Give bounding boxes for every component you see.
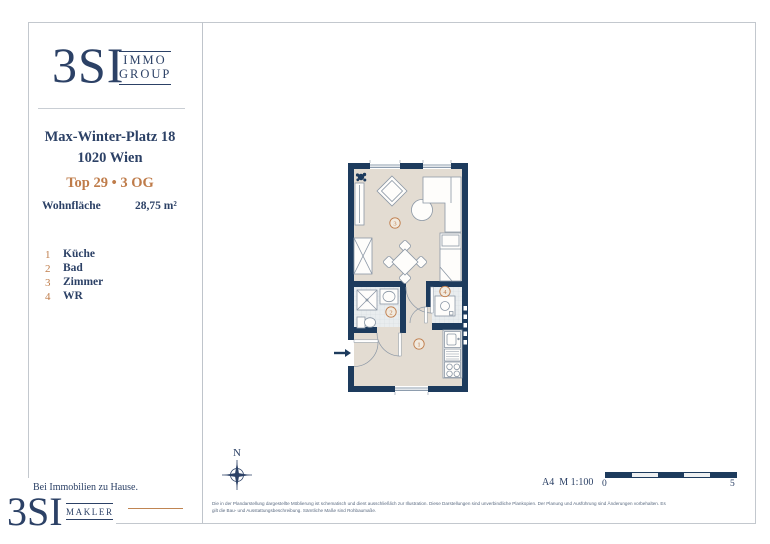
brand-word-immo: IMMO <box>123 53 167 67</box>
scale-segment <box>632 473 658 477</box>
shelf-icon <box>355 183 364 225</box>
brand-logo-wordmark <box>119 51 171 85</box>
footer-accent-line <box>128 508 183 509</box>
room-label-kueche: 1 <box>417 341 421 349</box>
shower-icon <box>357 290 377 310</box>
address-line-1: Max-Winter-Platz 18 <box>44 129 176 145</box>
wardrobe-icon <box>354 238 372 274</box>
sidebar-divider <box>202 22 203 523</box>
scale-segment <box>684 473 710 477</box>
kitchen-counter-icon <box>443 330 462 378</box>
logo-divider <box>38 108 185 109</box>
scale-segment <box>606 473 632 477</box>
compass-container <box>215 444 259 496</box>
footer-brand-logo-text: 3SI <box>7 489 63 534</box>
area-label: Wohnfläche <box>42 200 101 212</box>
disclaimer-line-2: gilt die Bau- und Ausstattungsbeschreibung. Sämtliche Maße sind Rohbaumaße. <box>212 508 377 513</box>
scale-bar <box>605 472 737 478</box>
room-label-wr: 4 <box>443 288 447 296</box>
room-label-bad: 2 <box>389 309 393 317</box>
disclaimer-text <box>212 500 752 514</box>
floor-plan-container <box>332 159 472 398</box>
legend-label-kueche: Küche <box>63 248 95 260</box>
legend-num-1: 1 <box>45 249 51 261</box>
room-label-zimmer: 3 <box>393 220 397 228</box>
washing-machine-icon <box>435 296 455 316</box>
legend-label-zimmer: Zimmer <box>63 276 104 288</box>
legend-num-3: 3 <box>45 277 51 289</box>
footer-brand-wordmark <box>66 503 113 520</box>
area-value: 28,75 m² <box>135 200 177 212</box>
scale-segment <box>710 473 736 477</box>
compass-n-label: N <box>233 447 241 459</box>
brand-word-group: GROUP <box>119 66 172 81</box>
scale-tick-start: 0 <box>602 479 607 489</box>
legend-num-2: 2 <box>45 263 51 275</box>
footer-brand-label: MAKLER <box>66 507 114 517</box>
address-line-2: 1020 Wien <box>77 150 143 166</box>
scale-segment <box>658 473 684 477</box>
disclaimer-line-1: Die in der Plandarstellung dargestellte Möblierung ist schematisch und dient ausschließlich zur Illustration. Diese Darstellungen sind unverbindliche Plankopien. Der Planung und Ausführung sind Änderungen vorbehalten. Es <box>212 501 666 506</box>
scale-note: A4 M 1:100 <box>542 477 594 488</box>
compass-icon <box>215 444 259 496</box>
unit-line: Top 29 • 3 OG <box>66 175 154 191</box>
bed-icon <box>440 233 461 281</box>
scale-tick-end: 5 <box>730 479 735 489</box>
legend-label-wr: WR <box>63 290 83 302</box>
footer-tagline: Bei Immobilien zu Hause. <box>33 482 138 493</box>
brand-logo-text: 3SI <box>52 37 125 93</box>
bath-sink-icon <box>380 289 398 304</box>
legend-num-4: 4 <box>45 291 51 303</box>
toilet-icon <box>357 317 376 328</box>
legend-label-bad: Bad <box>63 262 83 274</box>
floor-plan <box>332 159 472 398</box>
